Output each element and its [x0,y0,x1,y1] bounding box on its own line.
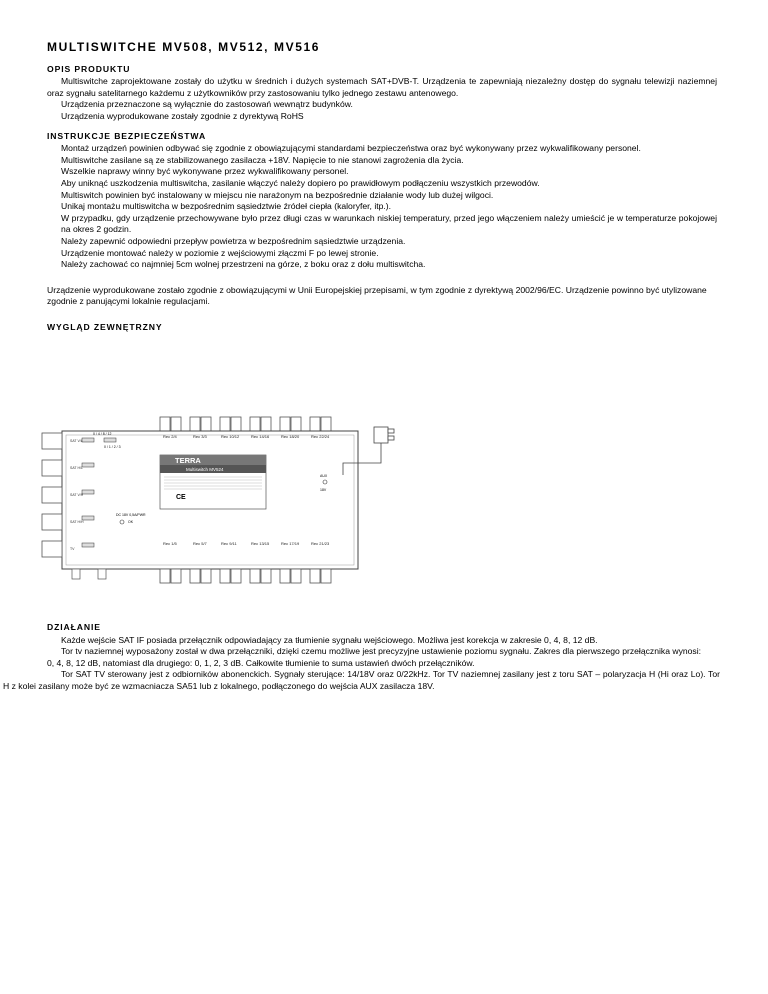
section-heading-bezpieczenstwo: INSTRUKCJE BEZPIECZEŃSTWA [47,130,207,141]
section-heading-dzialanie: DZIAŁANIE [47,622,101,632]
paragraph: W przypadku, gdy urządzenie przechowywane było przez długi czas w warunkach niskiej temperatury, przed jego włączeniem należy umieścić je w temperaturze pokojowej na okres 2 godzin. [61,212,717,235]
paragraph: Multiswitche zaprojektowane zostały do użytku w średnich i dużych systemach SAT+DVB-T. Urządzenia te zapewniają niezależny dostęp do sygnału telewizji naziemnej oraz sygnału satelitarnego każdemu z użytkowników przy zastosowaniu tylko jednego zestawu antenowego. [47,76,717,98]
paragraph: Należy zapewnić odpowiedni przepływ powietrza w bezpośrednim sąsiedztwie urządzenia. [61,235,406,246]
paragraph: Montaż urządzeń powinien odbywać się zgodnie z obowiązującymi standardami bezpieczeństwa oraz być wykonywany przez wykwalifikowany personel. [61,143,641,154]
document-page [47,42,717,334]
paragraph: Wszelkie naprawy winny być wykonywane przez wykwalifikowany personel. [61,166,349,177]
paragraph: 0, 4, 8, 12 dB, natomiast dla drugiego: 0, 1, 2, 3 dB. Całkowite tłumienie to suma ustawień dwóch przełączników. [47,657,475,668]
att-label: 0 / 4 / 8 / 12 [93,432,112,436]
paragraph: Urządzenia przeznaczone są wyłącznie do zastosowań wewnątrz budynków. [61,99,353,110]
section-bezpieczenstwo [47,131,717,271]
input-label: SAT H/H [70,520,84,524]
led-indicator [120,520,124,524]
ce-mark: CE [176,494,186,501]
multiswitch-illustration [38,413,410,589]
brand-name: TERRA [175,456,201,465]
input-label: SAT H/L [70,466,83,470]
paragraph: Każde wejście SAT IF posiada przełącznik odpowiadający za tłumienie sygnału wejściowego. Możliwa jest korekcja w zakresie 0, 4, 8, 12 dB. [61,634,598,645]
paragraph: Unikaj montażu multiswitcha w bezpośrednim sąsiedztwie źródeł ciepła (kaloryfer, itp.). [61,201,392,212]
input-label: SAT V/H [70,493,84,497]
section-opis [47,64,717,123]
paragraph: Aby uniknąć uszkodzenia multiswitcha, zasilanie włączyć należy dopiero po prawidłowym podłączeniu wszystkich przewodów. [61,177,540,188]
eu-directive-note: Urządzenie wyprodukowane zostało zgodnie z obowiązującymi w Unii Europejskiej przepisami, w tym zgodnie z dyrektywą 2002/96/EC. Urządzenie powinno być utylizowane zgodnie z panującymi lokalnie regulacjami. [47,284,707,307]
port-label: Rec 1/5 [163,541,177,546]
paragraph: Urządzenia wyprodukowane zostały zgodnie z dyrektywą RoHS [61,110,304,121]
input-label: TV [70,547,75,551]
paragraph: Multiswitch powinien być instalowany w miejscu nie narażonym na bezpośrednie działanie wody lub dużej wilgoci. [61,189,494,200]
bottom-connectors [160,569,331,583]
top-connectors [160,417,331,431]
section-heading-opis: OPIS PRODUKTU [47,63,131,74]
port-label: Rec 22/24 [311,434,330,439]
input-connectors [42,433,62,557]
document-title: MULTISWITCHE MV508, MV512, MV516 [47,40,321,54]
port-label: Rec 10/12 [221,434,240,439]
port-label: Rec 21/23 [311,541,330,546]
aux-connector [323,480,327,484]
input-label: SAT V/L [70,439,83,443]
led-ok: OK [128,520,134,524]
port-label: Rec 5/7 [193,541,207,546]
aux-voltage: 18V [320,488,327,492]
paragraph: Multiswitche zasilane są ze stabilizowanego zasilacza +18V. Napięcie to nie stanowi zagrożenia dla życia. [61,154,464,165]
led-label: DC 18V 0,5A/PWR [116,513,146,517]
paragraph: Tor tv naziemnej wyposażony został w dwa przełączniki, dzięki czemu możliwe jest precyzyjne ustawienie poziomu sygnału. Zakres dla pierwszego przełącznika wynosi: [61,646,702,657]
paragraph: Należy zachować co najmniej 5cm wolnej przestrzeni na górze, z boku oraz z dołu multiswitcha. [61,259,426,270]
aux-label: AUX [320,474,328,478]
model-name: Multiswitch MV524 [186,467,224,472]
port-label: Rec 2/4 [163,434,177,439]
paragraph: Tor SAT TV sterowany jest z odbiorników abonenckich. Sygnały sterujące: 14/18V oraz 0/22kHz. Tor TV naziemnej zasilany jest z toru SAT – polaryzacja H (Hi oraz Lo). Tor H z kolei zasilany może być ze wzmacniacza SA51 lub z lokalnego, podłączonego do wejścia AUX zasilacza 18V. [3,669,720,691]
port-label: Rec 9/11 [221,541,237,546]
att-label-tv: 0 / 1 / 2 / 3 [104,445,121,449]
port-label: Rec 14/16 [251,434,270,439]
multiswitch-drawing [38,413,410,589]
section-dzialanie [3,622,720,693]
port-label: Rec 18/20 [281,434,300,439]
port-label: Rec 17/19 [281,541,300,546]
paragraph: Urządzenie montować należy w poziomie z wejściowymi złączmi F po lewej stronie. [61,247,379,258]
port-label: Rec 3/3 [193,434,207,439]
port-label: Rec 13/15 [251,541,270,546]
section-heading-wyglad: WYGLĄD ZEWNĘTRZNY [47,321,163,332]
